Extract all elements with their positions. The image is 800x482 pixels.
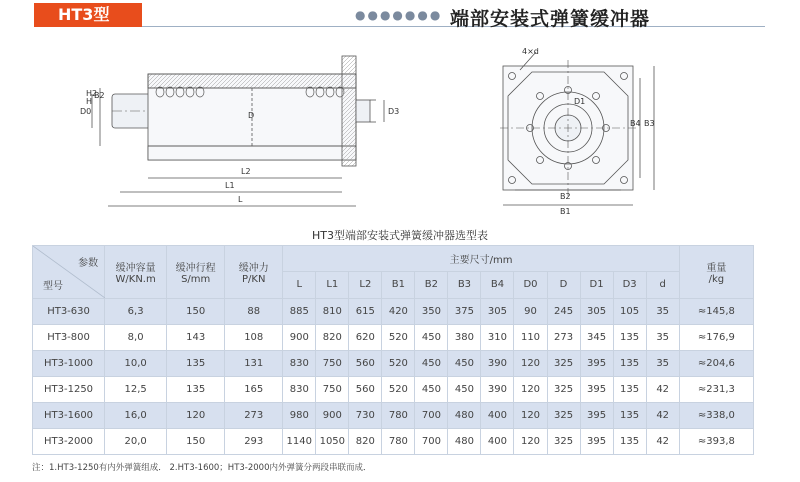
col-b2: B2 <box>415 271 448 298</box>
col-l2: L2 <box>349 271 382 298</box>
footnote: 注：1.HT3-1250有内外弹簧组成． 2.HT3-1600；HT3-2000内外弹簧分两段串联而成． <box>32 463 372 473</box>
dim-d3: D3 <box>388 107 400 116</box>
dim-b1: B1 <box>560 207 571 216</box>
col-dd: d <box>646 271 679 298</box>
col-d0: D0 <box>514 271 547 298</box>
dim-d1: D1 <box>574 97 586 106</box>
corner-header <box>33 246 105 299</box>
weight-header: 重量 /kg <box>679 246 753 299</box>
table-row: HT3-1000 10,0 135 131 830 750 560 520 450 450 390 120 325 395 135 35 ≈204,6 <box>33 351 754 377</box>
table-title: HT3型端部安装式弹簧缓冲器选型表 <box>312 229 488 242</box>
model-label: 型号 <box>43 281 63 292</box>
col-d3: D3 <box>613 271 646 298</box>
dim-4xd: 4×d <box>522 47 539 56</box>
col-l: L <box>283 271 316 298</box>
end-view <box>500 52 654 205</box>
table-row: HT3-2000 20,0 150 293 1140 1050 820 780 700 480 400 120 325 395 135 42 ≈393,8 <box>33 429 754 455</box>
dim-l1: L1 <box>225 181 235 190</box>
dim-h: H <box>86 97 93 106</box>
dim-l2: L2 <box>241 167 251 176</box>
dim-b4: B4 <box>630 119 641 128</box>
stroke-header: 缓冲行程 S/mm <box>167 246 225 299</box>
col-b3: B3 <box>448 271 481 298</box>
capacity-header: 缓冲容量 W/KN.m <box>105 246 167 299</box>
selection-table <box>32 245 754 455</box>
dim-d: D <box>248 111 255 120</box>
col-b1: B1 <box>382 271 415 298</box>
dim-b2-end: B2 <box>560 192 571 201</box>
param-label: 参数 <box>78 258 99 269</box>
table-row: HT3-630 6,3 150 88 885 810 615 420 350 375 305 90 245 305 105 35 ≈145,8 <box>33 299 754 325</box>
col-b4: B4 <box>481 271 514 298</box>
side-view <box>92 56 384 206</box>
table-row: HT3-1600 16,0 120 273 980 900 730 780 700 480 400 120 325 395 135 42 ≈338,0 <box>33 403 754 429</box>
dim-l: L <box>238 195 243 204</box>
dim-b2-side: B2 <box>94 91 105 100</box>
col-d: D <box>547 271 580 298</box>
dims-header: 主要尺寸/mm <box>283 246 679 272</box>
col-l1: L1 <box>316 271 349 298</box>
table-row: HT3-800 8,0 143 108 900 820 620 520 450 380 310 110 273 345 135 35 ≈176,9 <box>33 325 754 351</box>
technical-drawing <box>0 30 800 240</box>
dim-b3: B3 <box>644 119 655 128</box>
force-header: 缓冲力 P/KN <box>225 246 283 299</box>
table-row: HT3-1250 12,5 135 165 830 750 560 520 450 450 390 120 325 395 135 42 ≈231,3 <box>33 377 754 403</box>
dim-h2: H2 <box>86 89 98 98</box>
title-dots: ●●●●●●● <box>355 8 443 22</box>
model-tag: HT3型 <box>34 3 142 27</box>
page-title: 端部安装式弹簧缓冲器 <box>450 8 651 30</box>
col-d1: D1 <box>580 271 613 298</box>
dim-d0: D0 <box>80 107 92 116</box>
